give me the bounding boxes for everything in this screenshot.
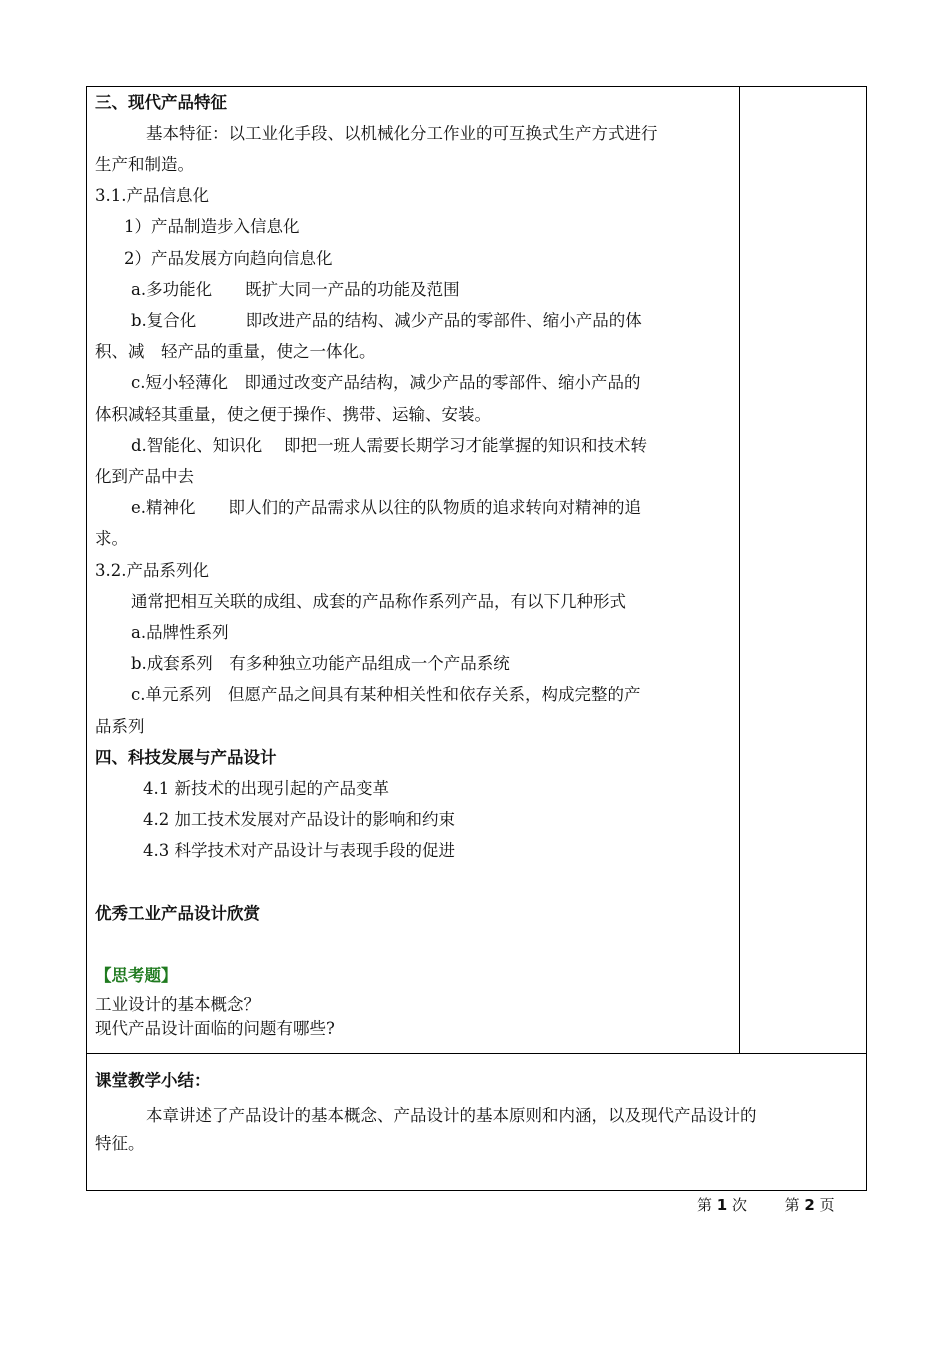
feature-d-line2: 化到产品中去 xyxy=(95,467,194,486)
subsection-3-2-intro: 通常把相互关联的成组、成套的产品称作系列产品，有以下几种形式 xyxy=(131,592,626,611)
question-1: 工业设计的基本概念？ xyxy=(95,995,260,1014)
summary-text-line1: 本章讲述了产品设计的基本概念、产品设计的基本原则和内涵，以及现代产品设计的 xyxy=(146,1106,757,1125)
series-c-line2: 品系列 xyxy=(95,717,145,736)
section4-item3: 4.3 科学技术对产品设计与表现手段的促进 xyxy=(143,841,455,860)
count-label-prefix: 第 xyxy=(697,1196,713,1214)
page-label-prefix: 第 xyxy=(784,1196,800,1214)
session-count: 1 xyxy=(716,1196,728,1214)
series-b: b.成套系列 有多种独立功能产品组成一个产品系统 xyxy=(131,654,510,673)
subsection-3-1-item1: 1）产品制造步入信息化 xyxy=(124,217,300,236)
section4-heading: 四、科技发展与产品设计 xyxy=(95,748,277,767)
table-row-divider xyxy=(86,1053,867,1054)
section3-heading: 三、现代产品特征 xyxy=(95,93,227,112)
section3-intro-line1: 基本特征：以工业化手段、以机械化分工作业的可互换式生产方式进行 xyxy=(146,124,658,143)
count-label-suffix: 次 xyxy=(732,1196,748,1214)
appreciation-heading: 优秀工业产品设计欣赏 xyxy=(95,904,260,923)
section4-item1: 4.1 新技术的出现引起的产品变革 xyxy=(143,779,389,798)
summary-heading: 课堂教学小结： xyxy=(95,1071,211,1090)
series-c-line1: c.单元系列 但愿产品之间具有某种相关性和依存关系，构成完整的产 xyxy=(131,685,641,704)
feature-b-line1: b.复合化 即改进产品的结构、减少产品的零部件、缩小产品的体 xyxy=(131,311,642,330)
page-counter xyxy=(697,1195,835,1215)
series-a: a.品牌性系列 xyxy=(131,623,229,642)
feature-e-line1: e.精神化 即人们的产品需求从以往的队物质的追求转向对精神的追 xyxy=(131,498,642,517)
summary-text-line2: 特征。 xyxy=(95,1134,145,1153)
feature-d-line1: d.智能化、知识化 即把一班人需要长期学习才能掌握的知识和技术转 xyxy=(131,436,648,455)
questions-heading: 【思考题】 xyxy=(95,966,178,985)
subsection-3-1-item2: 2）产品发展方向趋向信息化 xyxy=(124,249,333,268)
subsection-3-1-title: 3.1.产品信息化 xyxy=(95,186,209,205)
table-column-divider xyxy=(739,86,740,1054)
feature-c-line2: 体积减轻其重量，使之便于操作、携带、运输、安装。 xyxy=(95,405,491,424)
subsection-3-2-title: 3.2.产品系列化 xyxy=(95,561,209,580)
feature-b-line2: 积、减 轻产品的重量，使之一体化。 xyxy=(95,342,376,361)
page-label-suffix: 页 xyxy=(819,1196,835,1214)
section3-intro-line2: 生产和制造。 xyxy=(95,155,194,174)
question-2: 现代产品设计面临的问题有哪些? xyxy=(95,1019,335,1038)
feature-c-line1: c.短小轻薄化 即通过改变产品结构，减少产品的零部件、缩小产品的 xyxy=(131,373,641,392)
section4-item2: 4.2 加工技术发展对产品设计的影响和约束 xyxy=(143,810,455,829)
feature-a: a.多功能化 既扩大同一产品的功能及范围 xyxy=(131,280,460,299)
feature-e-line2: 求。 xyxy=(95,529,128,548)
page-number: 2 xyxy=(804,1196,815,1214)
